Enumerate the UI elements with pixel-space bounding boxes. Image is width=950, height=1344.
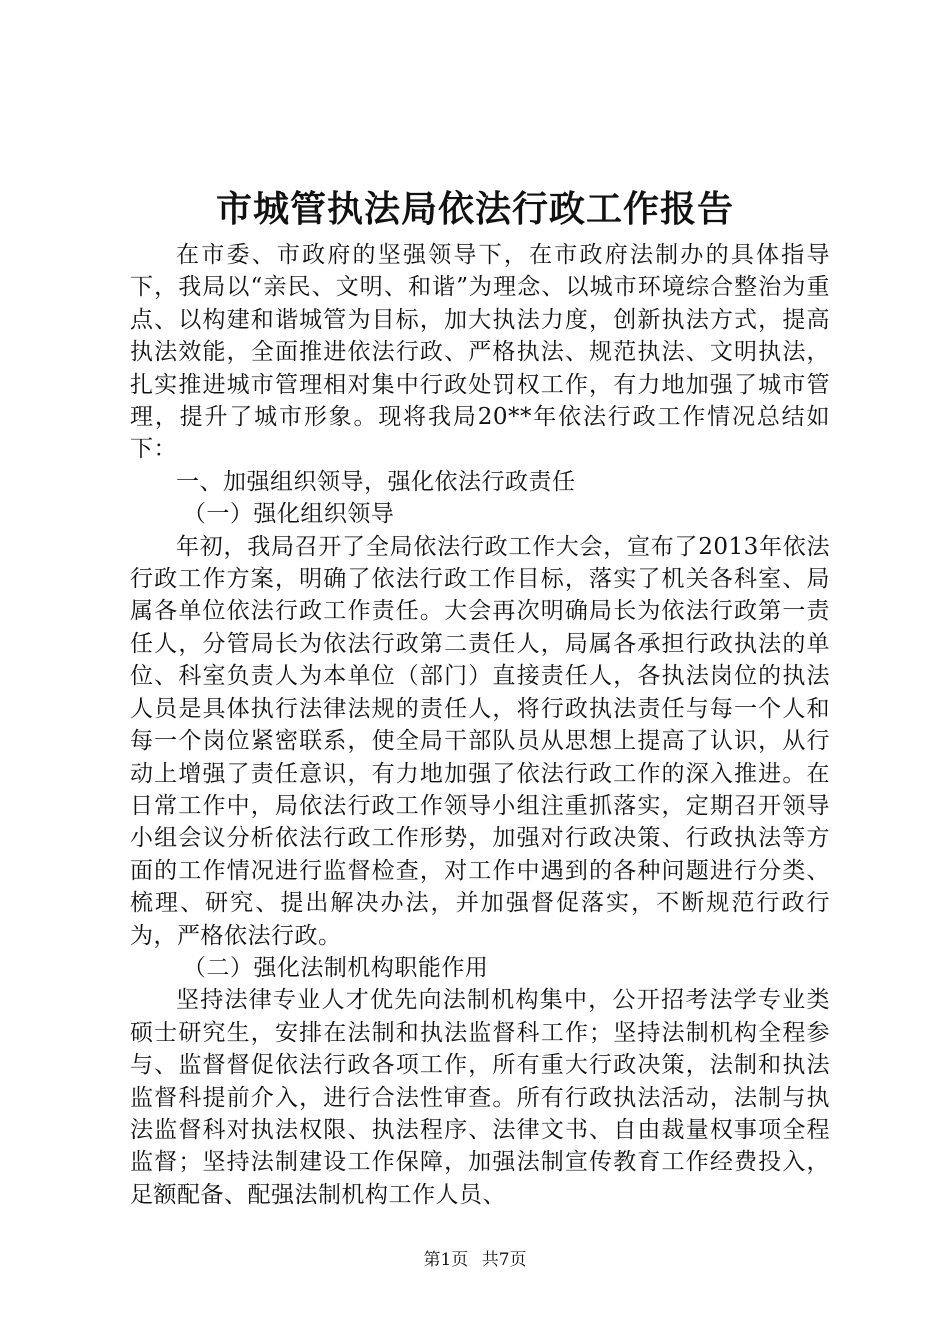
page-total: 共7页 xyxy=(481,1250,527,1270)
page-number: 第1页 xyxy=(423,1250,469,1270)
paragraph-intro: 在市委、市政府的坚强领导下，在市政府法制办的具体指导下，我局以“亲民、文明、和谐”为理念、以城市环境综合整治为重点、以构建和谐城管为目标，加大执法力度，创新执法方式，提高执法效能，全面推进依法行政、严格执法、规范执法、文明执法，扎实推进城市管理相对集中行政处罚权工作，有力地加强了城市管理，提升了城市形象。现将我局20**年依法行政工作情况总结如下： xyxy=(130,242,830,463)
subsection-heading: （二）强化法制机构职能作用 xyxy=(182,954,489,981)
document-body xyxy=(130,239,830,1211)
page-footer xyxy=(0,1248,950,1272)
document-title: 市城管执法局依法行政工作报告 xyxy=(215,188,734,230)
subsection-heading: （一）强化组织领导 xyxy=(182,501,395,528)
paragraph: 年初，我局召开了全局依法行政工作大会，宣布了2013年依法行政工作方案，明确了依法行政工作目标，落实了机关各科室、局属各单位依法行政工作责任。大会再次明确局长为依法行政第一责任人，分管局长为依法行政第二责任人，局属各承担行政执法的单位、科室负责人为本单位（部门）直接责任人，各执法岗位的执法人员是具体执行法律法规的责任人，将行政执法责任与每一个人和每一个岗位紧密联系，使全局干部队员从思想上提高了认识，从行动上增强了责任意识，有力地加强了依法行政工作的深入推进。在日常工作中，局依法行政工作领导小组注重抓落实，定期召开领导小组会议分析依法行政工作形势，加强对行政决策、行政执法等方面的工作情况进行监督检查，对工作中遇到的各种问题进行分类、梳理、研究、提出解决办法，并加强督促落实，不断规范行政行为，严格依法行政。 xyxy=(130,533,830,949)
paragraph: 坚持法律专业人才优先向法制机构集中，公开招考法学专业类硕士研究生，安排在法制和执法监督科工作；坚持法制机构全程参与、监督督促依法行政各项工作，所有重大行政决策，法制和执法监督科提前介入，进行合法性审查。所有行政执法活动，法制与执法监督科对执法权限、执法程序、法律文书、自由裁量权事项全程监督；坚持法制建设工作保障，加强法制宣传教育工作经费投入，足额配备、配强法制机构工作人员、 xyxy=(130,987,830,1208)
section-heading: 一、加强组织领导，强化依法行政责任 xyxy=(176,468,576,495)
